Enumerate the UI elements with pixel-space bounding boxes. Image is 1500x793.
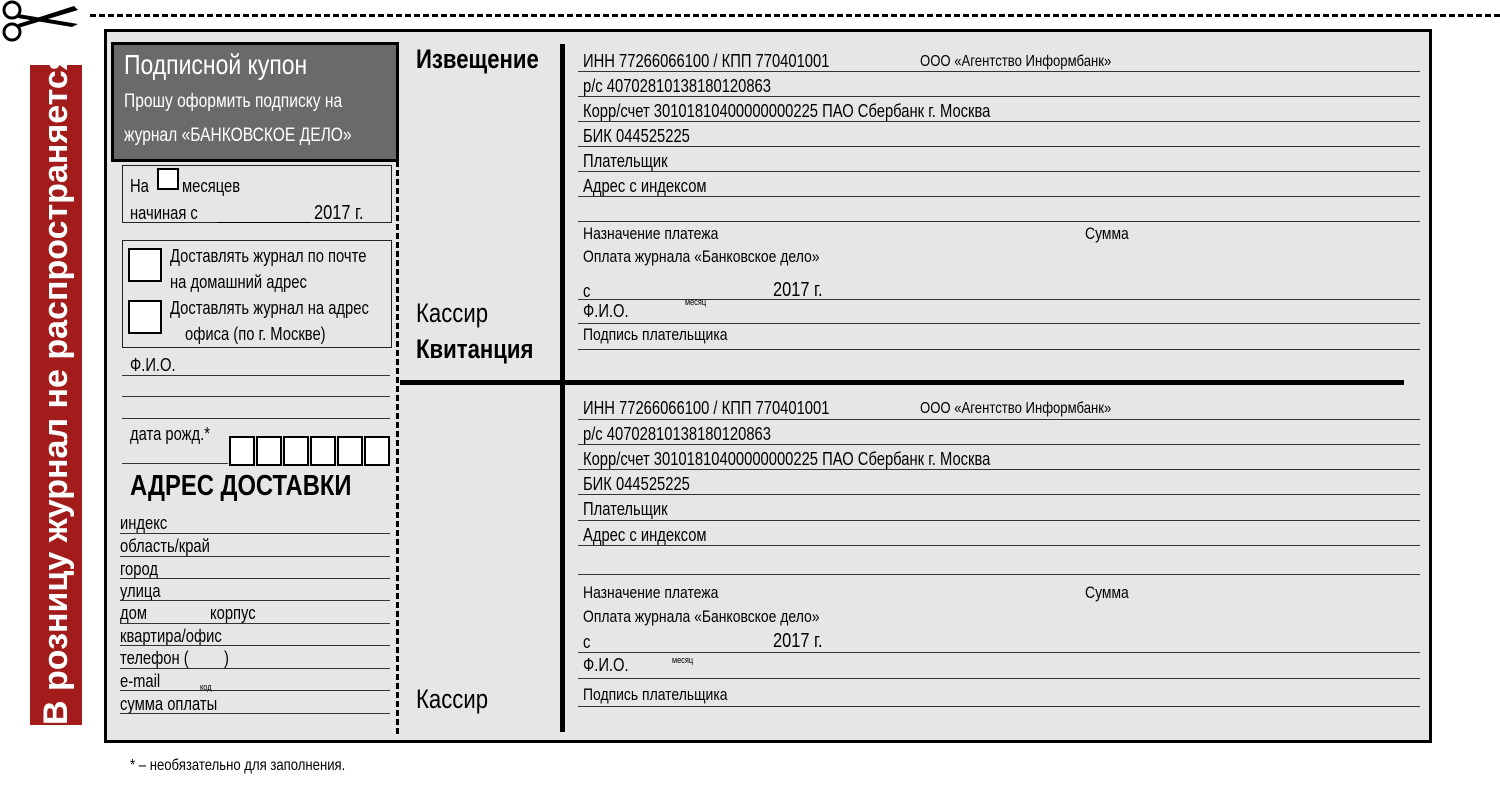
notice-payer-field[interactable] xyxy=(578,171,1420,172)
birth-date-underline xyxy=(122,463,228,464)
period-year: 2017 г. xyxy=(314,202,364,224)
notice-line xyxy=(578,96,1420,97)
notice-month: месяц xyxy=(685,297,707,307)
receipt-line xyxy=(578,419,1420,420)
receipt-org: ООО «Агентство Информбанк» xyxy=(920,400,1112,417)
delivery-office-line1: Доставлять журнал на адрес xyxy=(170,298,369,318)
period-on-label: На xyxy=(130,176,149,196)
notice-line xyxy=(578,121,1420,122)
receipt-line xyxy=(578,469,1420,470)
address-field-line[interactable] xyxy=(120,556,390,557)
delivery-office-checkbox[interactable] xyxy=(128,300,162,334)
receipt-address-field[interactable] xyxy=(578,545,1420,546)
address-field-label: сумма оплаты xyxy=(120,694,218,714)
period-date-field[interactable] xyxy=(218,222,310,223)
receipt-address: Адрес с индексом xyxy=(583,525,707,545)
months-checkbox[interactable] xyxy=(157,168,179,190)
receipt-month: месяц xyxy=(672,655,694,665)
address-field-label: улица xyxy=(120,581,161,601)
notice-fio: Ф.И.О. xyxy=(583,301,629,321)
notice-sum: Сумма xyxy=(1085,224,1129,243)
notice-line xyxy=(578,71,1420,72)
address-field-line[interactable] xyxy=(120,578,390,579)
birth-date-cell[interactable] xyxy=(283,436,309,466)
address-field-label: дом xyxy=(120,603,147,623)
notice-signature-field[interactable] xyxy=(578,349,1420,350)
receipt-payer-field[interactable] xyxy=(578,520,1420,521)
delivery-office-line2: офиса (по г. Москве) xyxy=(185,324,326,344)
receipt-fio-field[interactable] xyxy=(578,678,1420,679)
address-field-label: индекс xyxy=(120,513,168,533)
notice-address: Адрес с индексом xyxy=(583,176,707,196)
notice-from: с xyxy=(583,281,591,301)
vertical-cut-line xyxy=(396,44,399,734)
notice-year: 2017 г. xyxy=(773,279,823,301)
address-field-label: область/край xyxy=(120,536,210,556)
delivery-home-line1: Доставлять журнал по почте xyxy=(170,246,367,266)
address-field-line[interactable] xyxy=(120,713,390,714)
cut-line xyxy=(90,14,1500,17)
banner-text: В розницу журнал не распространяется! xyxy=(37,39,75,725)
notice-purpose: Назначение платежа xyxy=(583,224,719,243)
delivery-home-checkbox[interactable] xyxy=(128,248,162,282)
notice-address-field-2[interactable] xyxy=(578,221,1420,222)
address-field-line[interactable] xyxy=(120,533,390,534)
delivery-home-line2: на домашний адрес xyxy=(170,272,307,292)
receipt-signature-field[interactable] xyxy=(578,706,1420,707)
receipt-address-field-2[interactable] xyxy=(578,574,1420,575)
footnote: * – необязательно для заполнения. xyxy=(130,757,346,774)
receipt-purpose-value: Оплата журнала «Банковское дело» xyxy=(583,607,820,626)
coupon-fio-field[interactable] xyxy=(122,375,390,376)
coupon-fio-label: Ф.И.О. xyxy=(130,355,176,375)
receipt-account: р/с 40702810138180120863 xyxy=(583,424,771,444)
birth-date-cell[interactable] xyxy=(310,436,336,466)
coupon-header xyxy=(111,42,399,162)
address-field-line[interactable] xyxy=(120,623,390,624)
coupon-subtitle-2: журнал «БАНКОВСКОЕ ДЕЛО» xyxy=(124,125,352,146)
address-field-line[interactable] xyxy=(120,600,390,601)
notice-address-field[interactable] xyxy=(578,196,1420,197)
notice-fio-field[interactable] xyxy=(578,323,1420,324)
receipt-period-field[interactable] xyxy=(578,652,1420,653)
notice-account: р/с 40702810138180120863 xyxy=(583,76,771,96)
receipt-payer: Плательщик xyxy=(583,499,668,519)
receipt-year: 2017 г. xyxy=(773,630,823,652)
coupon-blank-line[interactable] xyxy=(122,396,390,397)
receipt-from: с xyxy=(583,632,591,652)
receipt-corr: Корр/счет 30101810400000000225 ПАО Сбербанк г. Москва xyxy=(583,449,991,469)
korpus-label: корпус xyxy=(210,603,256,623)
phone-close: ) xyxy=(224,648,229,668)
address-field-label: квартира/офис xyxy=(120,626,222,646)
receipt-sum: Сумма xyxy=(1085,583,1129,602)
address-field-line[interactable] xyxy=(120,690,390,691)
vertical-divider xyxy=(560,44,565,732)
address-field-label: город xyxy=(120,559,158,579)
receipt-line xyxy=(578,494,1420,495)
notice-bik: БИК 044525225 xyxy=(583,126,690,146)
address-field-line[interactable] xyxy=(120,668,390,669)
birth-date-cell[interactable] xyxy=(337,436,363,466)
period-from-label: начиная с xyxy=(130,203,198,223)
notice-line xyxy=(578,146,1420,147)
notice-inn-kpp: ИНН 77266066100 / КПП 770401001 xyxy=(583,51,830,71)
address-field-label: e-mail xyxy=(120,671,161,691)
address-title: АДРЕС ДОСТАВКИ xyxy=(130,470,352,502)
period-months-label: месяцев xyxy=(182,176,241,196)
notice-header: Извещение xyxy=(416,44,539,74)
notice-cashier: Кассир xyxy=(416,298,489,328)
coupon-subtitle-1: Прошу оформить подписку на xyxy=(124,91,343,112)
receipt-inn-kpp: ИНН 77266066100 / КПП 770401001 xyxy=(583,398,830,418)
horizontal-divider xyxy=(400,380,1404,385)
birth-date-cell[interactable] xyxy=(229,436,255,466)
address-field-label: телефон ( xyxy=(120,648,189,668)
receipt-bik: БИК 044525225 xyxy=(583,474,690,494)
receipt-cashier: Кассир xyxy=(416,684,489,714)
birth-date-label: дата рожд.* xyxy=(130,424,210,444)
birth-date-cell[interactable] xyxy=(364,436,390,466)
address-field-line[interactable] xyxy=(120,645,390,646)
receipt-fio: Ф.И.О. xyxy=(583,655,629,675)
birth-date-cell[interactable] xyxy=(256,436,282,466)
receipt-line xyxy=(578,444,1420,445)
receipt-purpose: Назначение платежа xyxy=(583,583,719,602)
notice-signature: Подпись плательщика xyxy=(583,325,728,344)
notice-purpose-value: Оплата журнала «Банковское дело» xyxy=(583,247,820,266)
coupon-title: Подписной купон xyxy=(124,49,308,80)
notice-payer: Плательщик xyxy=(583,151,668,171)
receipt-signature: Подпись плательщика xyxy=(583,685,728,704)
notice-org: ООО «Агентство Информбанк» xyxy=(920,53,1112,70)
scissors-icon xyxy=(0,0,80,42)
notice-corr: Корр/счет 30101810400000000225 ПАО Сбербанк г. Москва xyxy=(583,101,991,121)
code-label: код xyxy=(200,682,212,692)
coupon-blank-line[interactable] xyxy=(122,418,390,419)
receipt-header: Квитанция xyxy=(416,334,534,364)
